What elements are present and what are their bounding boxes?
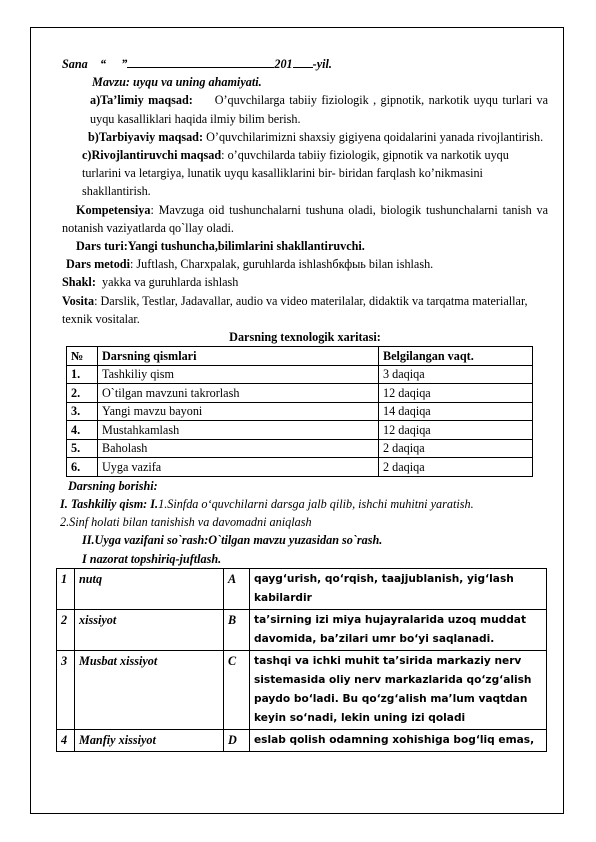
- table-row: [57, 729, 547, 751]
- row-time: 2 daqiqa: [379, 439, 533, 458]
- match-term: xissiyot: [75, 609, 224, 650]
- dars-turi: Dars turi:Yangi tushuncha,bilimlarini shakllantiruvchi.: [76, 239, 365, 254]
- match-term: Manfiy xissiyot: [75, 729, 224, 751]
- col-number: №: [67, 347, 98, 366]
- row-part: Yangi mavzu bayoni: [98, 402, 379, 421]
- match-letter: C: [224, 650, 250, 729]
- sinf-holati: 2.Sinf holati bilan tanishish va davomadni aniqlash: [60, 515, 312, 530]
- match-term: Musbat xissiyot: [75, 650, 224, 729]
- lesson-plan: [62, 55, 548, 752]
- match-definition: ta’sirning izi miya hujayralarida uzoq muddat davomida, ba’zilari umr bo‘yi saqlanadi.: [250, 609, 547, 650]
- dars-metodi: Dars metodi: Juftlash, Charxpalak, guruhlarda ishlashбкфыь bilan ishlash.: [66, 257, 434, 272]
- lesson-map-table: [66, 346, 533, 477]
- match-term: nutq: [75, 568, 224, 609]
- row-number: 1.: [67, 365, 98, 384]
- match-number: 3: [57, 650, 75, 729]
- row-part: Uyga vazifa: [98, 458, 379, 477]
- match-letter: D: [224, 729, 250, 751]
- row-time: 12 daqiqa: [379, 421, 533, 440]
- table-row: [57, 650, 547, 729]
- match-number: 4: [57, 729, 75, 751]
- match-letter: B: [224, 609, 250, 650]
- row-time: 14 daqiqa: [379, 402, 533, 421]
- match-definition: qayg‘urish, qo‘rqish, taajjublanish, yig‘lash kabilardir: [250, 568, 547, 609]
- row-part: Tashkiliy qism: [98, 365, 379, 384]
- row-part: Mustahkamlash: [98, 421, 379, 440]
- table-row: [67, 402, 533, 421]
- vosita: Vosita: Darslik, Testlar, Jadavallar, audio va video materilalar, didaktik va tarqatma materiallar, texnik vositalar.: [62, 293, 528, 326]
- match-number: 1: [57, 568, 75, 609]
- row-number: 6.: [67, 458, 98, 477]
- match-definition: tashqi va ichki muhit ta’sirida markaziy nerv sistemasida oliy nerv markazlarida qo‘zg‘alish paydo bo‘ladi. Bu qo‘zg‘alish ma’lum vaqtdan keyin so‘nadi, lekin uning izi qoladi: [250, 650, 547, 729]
- row-number: 2.: [67, 384, 98, 403]
- date-line: Sana “ ” 201 -yil.: [62, 57, 332, 71]
- match-definition: eslab qolish odamning xohishiga bog‘liq emas,: [250, 729, 547, 751]
- col-parts: Darsning qismlari: [98, 347, 379, 366]
- goal-tarbiyaviy: b)Tarbiyaviy maqsad: O’quvchilarimizni shaxsiy gigiyena qoidalarini yanada rivojlantirish.: [88, 129, 544, 144]
- mavzu: Mavzu: uyqu va uning ahamiyati.: [92, 75, 262, 90]
- row-time: 12 daqiqa: [379, 384, 533, 403]
- table-header-row: [67, 347, 533, 366]
- goal-rivojlantiruvchi: c)Rivojlantiruvchi maqsad: o’quvchilarda tabiiy fiziologik, gipnotik va narkotik uyqu turlarini va letargiya, lunatik uyqu kasalliklarini bir- biridan farqlash ko’nikmasini shakllantirish.: [82, 148, 509, 199]
- table-row: [67, 458, 533, 477]
- nazorat-topshiriq: I nazorat topshiriq-juftlash.: [82, 551, 222, 566]
- table-row: [67, 439, 533, 458]
- shakl: Shakl: yakka va guruhlarda ishlash: [62, 275, 239, 290]
- row-time: 2 daqiqa: [379, 458, 533, 477]
- tashkiliy-qism: I. Tashkiliy qism: I.1.Sinfda o‘quvchilarni darsga jalb qilib, ishchi muhitni yaratish.: [60, 496, 474, 511]
- row-part: O`tilgan mavzuni takrorlash: [98, 384, 379, 403]
- row-part: Baholash: [98, 439, 379, 458]
- match-letter: A: [224, 568, 250, 609]
- map-title: Darsning texnologik xaritasi:: [229, 330, 381, 345]
- match-number: 2: [57, 609, 75, 650]
- row-time: 3 daqiqa: [379, 365, 533, 384]
- uyga-vazifa-sorash: II.Uyga vazifani so`rash:O`tilgan mavzu yuzasidan so`rash.: [82, 533, 383, 548]
- row-number: 3.: [67, 402, 98, 421]
- table-row: [67, 421, 533, 440]
- kompetensiya: Kompetensiya: Mavzuga oid tushunchalarni tushuna oladi, biologik tushunchalarni tanish va notanish vaziyatlarda qo`llay oladi.: [62, 202, 548, 235]
- col-time: Belgilangan vaqt.: [379, 347, 533, 366]
- goal-talimiy: a)Ta’limiy maqsad: O’quvchilarga tabiiy fiziologik , gipnotik, narkotik uyqu turlari va uyqu kasalliklari haqida ilmiy bilim berish.: [90, 93, 548, 126]
- table-row: [67, 365, 533, 384]
- row-number: 5.: [67, 439, 98, 458]
- table-row: [57, 568, 547, 609]
- table-row: [57, 609, 547, 650]
- matching-table: [56, 568, 547, 752]
- borishi: Darsning borishi:: [68, 478, 158, 493]
- table-row: [67, 384, 533, 403]
- row-number: 4.: [67, 421, 98, 440]
